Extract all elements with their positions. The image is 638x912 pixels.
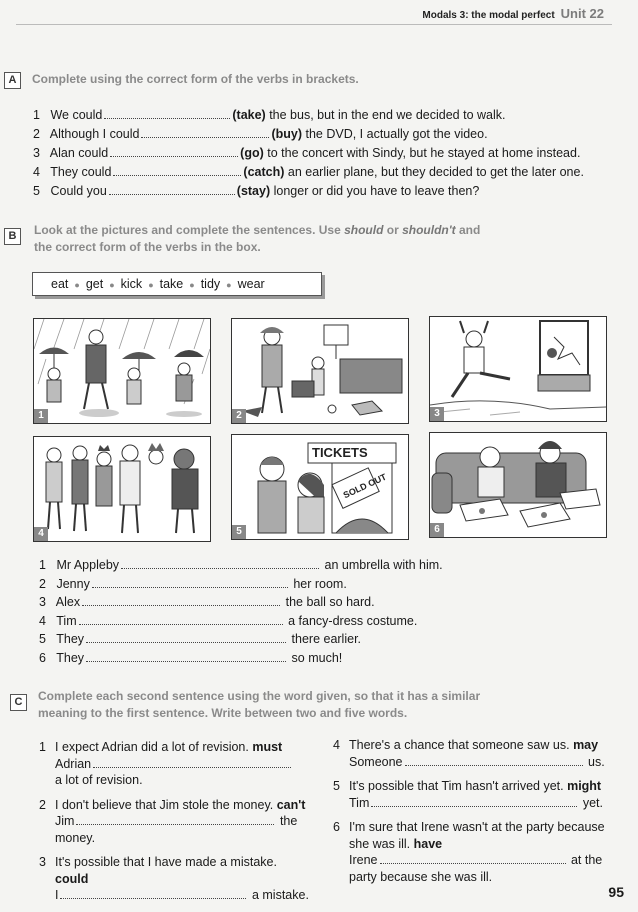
list-item: 4 They could (catch) an earlier plane, but they decided to get the later one. xyxy=(33,165,584,179)
sold-out-sign: SOLD OUT xyxy=(341,471,388,501)
section-c-right-column xyxy=(333,737,617,893)
answer-blank[interactable] xyxy=(76,813,274,825)
list-item: 3 It's possible that I have made a mistake. could I a mistake. xyxy=(39,855,309,902)
list-item: 1 We could (take) the bus, but in the end we decided to walk. xyxy=(33,108,506,122)
section-a-instruction: Complete using the correct form of the verbs in brackets. xyxy=(32,72,359,86)
tickets-sign: TICKETS xyxy=(312,445,368,460)
answer-blank[interactable] xyxy=(141,126,269,138)
answer-blank[interactable] xyxy=(109,183,235,195)
list-item: 3 Alan could (go) to the concert with Sindy, but he stayed at home instead. xyxy=(33,146,581,160)
key-word: can't xyxy=(276,797,306,812)
word-box-item: wear xyxy=(237,277,265,291)
list-item: 1 I expect Adrian did a lot of revision. must Adrian a lot of revision. xyxy=(39,739,319,789)
list-item: 2 I don't believe that Jim stole the money. can't Jim the money. xyxy=(39,797,306,845)
picture-number: 2 xyxy=(232,409,246,423)
header-rule xyxy=(16,24,612,25)
answer-blank[interactable] xyxy=(371,795,577,807)
section-b-items xyxy=(39,556,443,668)
list-item: 2 Jenny her room. xyxy=(39,576,347,591)
list-item: 2 Although I could (buy) the DVD, I actually got the video. xyxy=(33,127,488,141)
key-word: may xyxy=(573,738,599,752)
answer-blank[interactable] xyxy=(104,107,230,119)
section-c-label: C xyxy=(10,694,27,711)
picture-fancy-dress xyxy=(33,436,211,542)
picture-number: 1 xyxy=(34,409,48,423)
picture-number: 4 xyxy=(34,527,48,541)
section-b-label: B xyxy=(4,228,21,245)
answer-blank[interactable] xyxy=(405,754,583,766)
list-item: 5 Could you (stay) longer or did you have to leave then? xyxy=(33,184,480,198)
section-b-instruction: Look at the pictures and complete the sentences. Use should or shouldn't and the correct form of the verbs in the box. xyxy=(34,223,481,254)
picture-messy-room xyxy=(231,318,409,424)
answer-blank[interactable] xyxy=(86,631,286,643)
header-title: Modals 3: the modal perfect xyxy=(422,10,555,21)
page-number: 95 xyxy=(608,884,624,900)
running-header xyxy=(422,6,604,21)
answer-blank[interactable] xyxy=(60,887,246,899)
answer-blank[interactable] xyxy=(380,852,566,864)
key-word: might xyxy=(567,779,602,793)
word-box: eat ● get ● kick ● take ● tidy ● wear xyxy=(32,272,322,296)
key-word: have xyxy=(413,836,443,851)
answer-blank[interactable] xyxy=(110,145,238,157)
answer-blank[interactable] xyxy=(121,557,319,569)
key-word: could xyxy=(55,871,89,886)
answer-blank[interactable] xyxy=(92,576,288,588)
word-box-item: tidy xyxy=(200,277,221,291)
answer-blank[interactable] xyxy=(79,613,283,625)
list-item: 4 There's a chance that someone saw us. may Someone us. xyxy=(333,738,605,769)
answer-blank[interactable] xyxy=(93,756,291,768)
picture-number: 3 xyxy=(430,407,444,421)
answer-blank[interactable] xyxy=(82,594,280,606)
list-item: 4 Tim a fancy-dress costume. xyxy=(39,613,418,628)
word-box-item: get xyxy=(85,277,104,291)
answer-blank[interactable] xyxy=(113,164,241,176)
picture-rain-umbrella xyxy=(33,318,211,424)
picture-number: 6 xyxy=(430,523,444,537)
header-unit: Unit 22 xyxy=(560,6,604,21)
picture-sold-out xyxy=(231,434,409,540)
answer-blank[interactable] xyxy=(86,650,286,662)
list-item: 1 Mr Appleby an umbrella with him. xyxy=(39,558,443,572)
picture-pizza-sofa xyxy=(429,432,607,538)
word-box-item: kick xyxy=(120,277,143,291)
picture-number: 5 xyxy=(232,525,246,539)
list-item: 5 They there earlier. xyxy=(39,632,362,647)
word-box-item: take xyxy=(159,277,184,291)
section-a-label: A xyxy=(4,72,21,89)
section-c-left-column xyxy=(39,739,319,912)
key-word: must xyxy=(252,740,283,754)
section-c-instruction: Complete each second sentence using the word given, so that it has a similar meaning to the first sentence. Write between two and five words. xyxy=(38,689,481,720)
list-item: 3 Alex the ball so hard. xyxy=(39,595,375,610)
list-item: 5 It's possible that Tim hasn't arrived yet. might Tim yet. xyxy=(333,779,604,810)
section-a-items xyxy=(33,106,584,201)
list-item: 6 I'm sure that Irene wasn't at the party because she was ill. have Irene at the party because she was ill. xyxy=(333,820,605,884)
list-item: 6 They so much! xyxy=(39,650,343,665)
picture-ball-window xyxy=(429,316,607,422)
word-box-item: eat xyxy=(51,277,69,291)
